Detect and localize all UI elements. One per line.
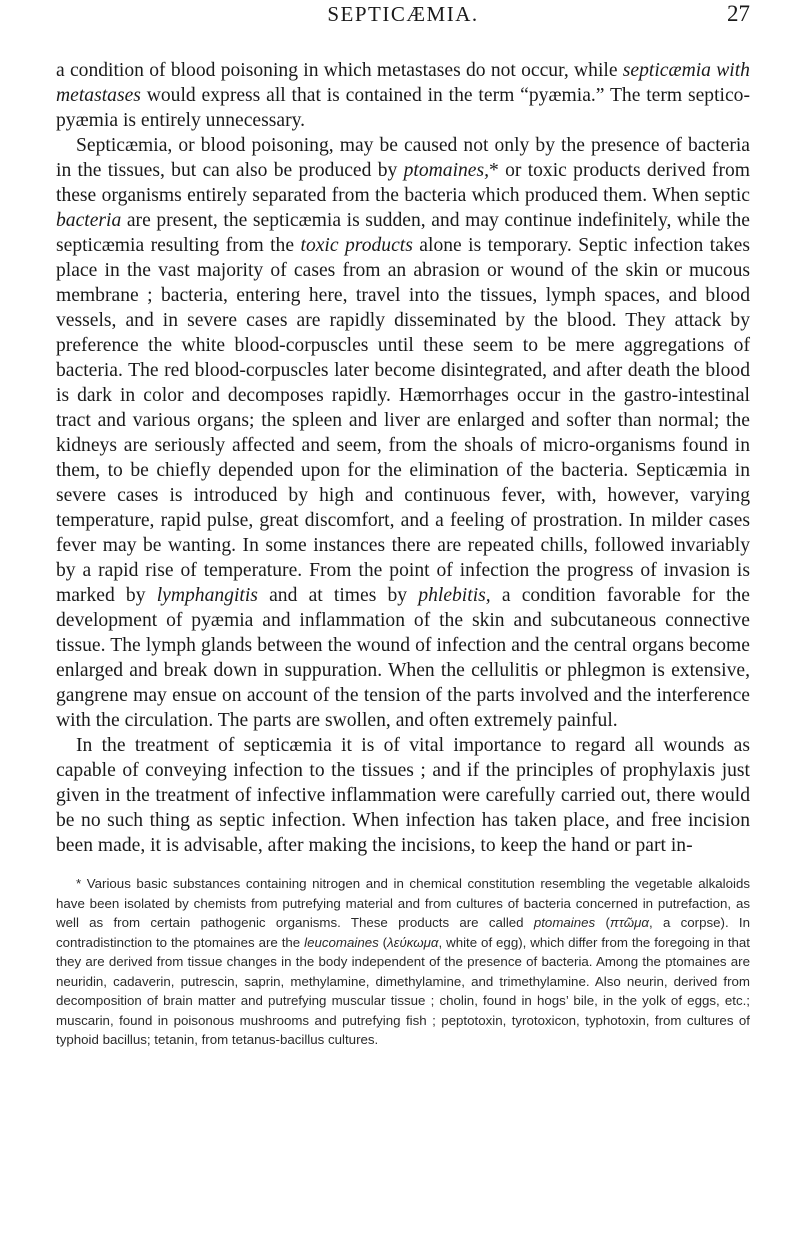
- italic-run: ptomaines: [533, 915, 596, 930]
- text-run: In the treatment of septicæmia it is of vital importance to regard all wounds as capable of conveying infection to the tissues ; and if the principles of prophylaxis just given in the treatment of infective inflammation were carefully carried out, there would be no such thing as septic infection. When infection has taken place, and free incision been made, it is advisable, after making the incisions, to keep the hand or part in-: [56, 735, 750, 856]
- running-head: SEPTICÆMIA.: [327, 2, 479, 26]
- page-number: 27: [727, 1, 750, 26]
- text-run: , white of egg), which differ from the foregoing in that they are derived from tissue changes in the body independent of the presence of bacteria. Among the ptomaines are neuridin, cadaverin, putrescin, saprin, methylamine, dimethylamine, and trimethylamine. Also neurin, derived from decomposition of brain matter and putrefying muscular tissue ; cholin, found in hogs’ bile, in the yolk of eggs, etc.; muscarin, found in poisonous mushrooms and putrefying fish ; peptotoxin, tyrotoxicon, typhotoxin, from cultures of typhoid bacillus; tetanin, from tetanus-bacillus cultures.: [56, 934, 750, 1047]
- paragraph-3: [56, 733, 750, 858]
- paragraph-2: [56, 133, 750, 733]
- book-page: [56, 0, 750, 1248]
- text-run: a condition of blood poisoning in which metastases do not occur, while: [56, 60, 623, 81]
- text-run: , a corpse). In contradistinction to the ptomaines are the: [56, 915, 751, 950]
- italic-run: bacteria: [56, 210, 122, 231]
- page-header: [56, 0, 750, 58]
- text-run: * or toxic products derived from these organisms entirely separated from the bacteria which produced them. When septic: [56, 160, 751, 206]
- italic-run: πτῶμα: [609, 915, 650, 930]
- text-run: * Various basic substances containing nitrogen and in chemical constitution resembling the vegetable alkaloids have been isolated by chemists from putrefying material and from cultures of bacteria concerned in putrefaction, as well as from certain pathogenic organisms. These products are called: [56, 876, 750, 930]
- italic-run: toxic products: [300, 235, 413, 256]
- text-run: would express all that is contained in the term “pyæmia.” The term septico-pyæmia is entirely unnecessary.: [56, 85, 750, 131]
- body-text: [56, 58, 750, 858]
- italic-run: phlebitis,: [418, 585, 491, 606]
- footnote-text: [56, 874, 750, 1050]
- text-run: Septicæmia, or blood poisoning, may be caused not only by the presence of bacteria in the tissues, but can also be produced by: [56, 135, 750, 181]
- italic-run: λεύκωμα: [387, 934, 439, 950]
- paragraph-1: [56, 58, 750, 133]
- text-run: are present, the septicæmia is sudden, and may continue indefinitely, while the septicæmia resulting from the: [56, 210, 750, 256]
- text-run: (: [595, 915, 610, 930]
- footnote: [56, 874, 750, 1050]
- text-run: (: [378, 934, 388, 950]
- italic-run: septicæmia with metastases: [56, 60, 750, 106]
- text-run: alone is temporary. Septic infection takes place in the vast majority of cases from an abrasion or wound of the skin or mucous membrane ; bacteria, entering here, travel into the tissues, lymph spaces, and blood vessels, and in severe cases are rapidly disseminated by the blood. They attack by preference the white blood-corpuscles until these seem to be mere aggregations of bacteria. The red blood-corpuscles later become disintegrated, and after death the blood is dark in color and decomposes rapidly. Hæmorrhages occur in the gastro-intestinal tract and various organs; the spleen and liver are enlarged and softer than normal; the kidneys are seriously affected and seem, from the shoals of micro-organisms found in them, to be chiefly depended upon for the elimination of the bacteria. Septicæmia in severe cases is introduced by high and continuous fever, with, however, varying temperature, rapid pulse, great discomfort, and a feeling of prostration. In milder cases fever may be wanting. In some instances there are repeated chills, followed invariably by a rapid rise of temperature. From the point of infection the progress of invasion is marked by: [56, 235, 751, 606]
- italic-run: leucomaines: [304, 934, 379, 950]
- italic-run: lymphangitis: [156, 585, 258, 606]
- text-run: a condition favorable for the development of pyæmia and inflammation of the skin and subcutaneous connective tissue. The lymph glands between the wound of infection and the central organs become enlarged and break down in suppuration. When the cellulitis or phlegmon is extensive, gangrene may ensue on account of the tension of the parts involved and the interference with the circulation. The parts are swollen, and often extremely painful.: [56, 585, 750, 731]
- italic-run: ptomaines,: [403, 160, 490, 181]
- text-run: and at times by: [257, 585, 419, 606]
